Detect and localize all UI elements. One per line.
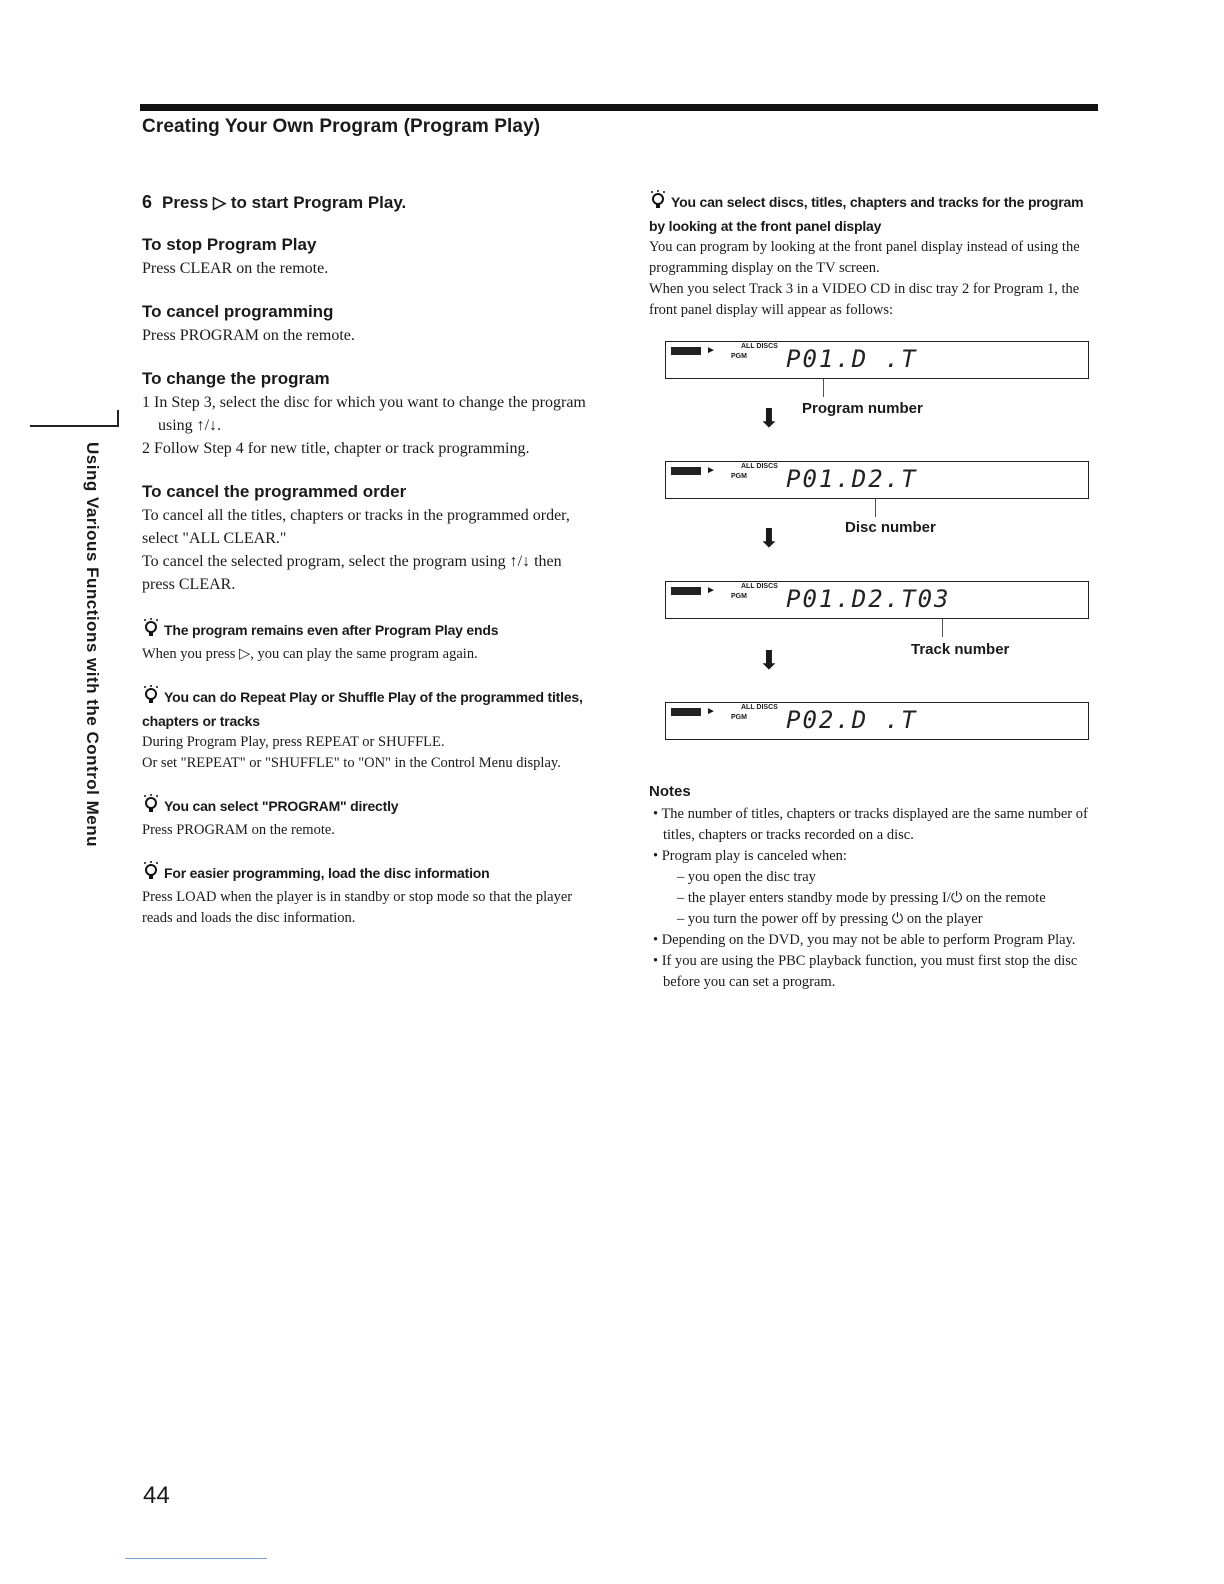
pgm-label: PGM xyxy=(731,473,747,480)
tip-body: Press PROGRAM on the remote. xyxy=(142,822,335,838)
front-panel-display xyxy=(665,461,1089,499)
pgm-label: PGM xyxy=(731,593,747,600)
segment-readout: P01.D2.T03 xyxy=(786,585,951,613)
tip-load-disc-info xyxy=(142,861,592,929)
tip-body: During Program Play, press REPEAT or SHUFFLE. xyxy=(142,734,445,750)
step-number: 6 xyxy=(142,192,153,212)
tip-body-2: When you select Track 3 in a VIDEO CD in disc tray 2 for Program 1, the front panel display will appear as follows: xyxy=(649,281,1080,318)
right-column xyxy=(649,190,1099,341)
list-item: – the player enters standby mode by pressing I/⏻ on the remote xyxy=(677,888,1099,909)
step-text: Press ▷ to start Program Play. xyxy=(162,193,407,212)
play-indicator-icon: ► xyxy=(706,706,716,717)
segment-readout: P01.D .T xyxy=(786,345,918,373)
disc-number-label: Disc number xyxy=(845,519,936,536)
tip-front-panel xyxy=(649,190,1099,321)
arrow-down-icon: ⬇ xyxy=(758,404,780,434)
segment-readout: P02.D .T xyxy=(786,706,918,734)
tip-title: For easier programming, load the disc information xyxy=(164,865,490,881)
arrow-down-icon: ⬇ xyxy=(758,524,780,554)
page-number: 44 xyxy=(143,1482,170,1509)
tip-body-2: Or set "REPEAT" or "SHUFFLE" to "ON" in the Control Menu display. xyxy=(142,755,561,771)
tip-title: You can select "PROGRAM" directly xyxy=(164,798,399,814)
change-program-heading: To change the program xyxy=(142,369,330,388)
left-column xyxy=(142,190,592,949)
play-indicator-icon: ► xyxy=(706,345,716,356)
tip-title: You can select discs, titles, chapters and tracks for the program by looking at the front panel display xyxy=(649,194,1084,234)
sub-list xyxy=(663,867,1099,930)
change-program-steps xyxy=(142,391,592,460)
list-item: – you turn the power off by pressing ⏻ on the player xyxy=(677,909,1099,930)
tip-repeat-shuffle xyxy=(142,685,592,774)
tip-body: You can program by looking at the front panel display instead of using the programming display on the TV screen. xyxy=(649,239,1080,276)
cancel-order-body-1: To cancel all the titles, chapters or tracks in the programmed order, select "ALL CLEAR." xyxy=(142,507,570,547)
section-tab: Using Various Functions with the Control Menu xyxy=(83,442,102,847)
segment-readout: P01.D2.T xyxy=(786,465,918,493)
footer-rule xyxy=(125,1558,267,1559)
lightbulb-icon xyxy=(142,685,160,711)
play-indicator-icon: ► xyxy=(706,585,716,596)
list-item xyxy=(649,846,1099,930)
all-discs-label: ALL DISCS xyxy=(741,583,778,590)
pgm-label: PGM xyxy=(731,714,747,721)
play-indicator-icon: ► xyxy=(706,465,716,476)
lightbulb-icon xyxy=(142,861,160,887)
tip-program-direct xyxy=(142,794,592,841)
lightbulb-icon xyxy=(142,618,160,644)
indicator-block xyxy=(671,708,701,716)
sidebar-tick xyxy=(117,410,119,427)
stop-heading: To stop Program Play xyxy=(142,235,317,254)
front-panel-display xyxy=(665,581,1089,619)
notes-heading: Notes xyxy=(649,783,691,800)
leader-line xyxy=(942,619,943,637)
pgm-label: PGM xyxy=(731,353,747,360)
list-item: 1 In Step 3, select the disc for which you want to change the program using ↑/↓. xyxy=(142,394,586,434)
cancel-order-heading: To cancel the programmed order xyxy=(142,482,407,501)
note-text: Program play is canceled when: xyxy=(661,848,847,864)
front-panel-display xyxy=(665,702,1089,740)
sidebar-rule xyxy=(30,425,118,427)
cancel-order-body-2: To cancel the selected program, select the program using ↑/↓ then press CLEAR. xyxy=(142,553,562,593)
arrow-down-icon: ⬇ xyxy=(758,646,780,676)
list-item: • If you are using the PBC playback function, you must first stop the disc before you can set a program. xyxy=(649,951,1099,993)
all-discs-label: ALL DISCS xyxy=(741,704,778,711)
cancel-programming-heading: To cancel programming xyxy=(142,302,334,321)
cancel-programming-body: Press PROGRAM on the remote. xyxy=(142,327,355,344)
tip-title: You can do Repeat Play or Shuffle Play of the programmed titles, chapters or tracks xyxy=(142,689,583,729)
list-item: • Depending on the DVD, you may not be able to perform Program Play. xyxy=(649,930,1099,951)
list-item: – you open the disc tray xyxy=(677,867,1099,888)
leader-line xyxy=(875,499,876,517)
step-6 xyxy=(142,192,592,213)
tip-body: Press LOAD when the player is in standby or stop mode so that the player reads and loads the disc information. xyxy=(142,889,573,926)
front-panel-display xyxy=(665,341,1089,379)
header-rule xyxy=(140,104,1098,111)
indicator-block xyxy=(671,587,701,595)
tip-body: When you press ▷, you can play the same program again. xyxy=(142,646,478,662)
tip-program-remains xyxy=(142,618,592,665)
track-number-label: Track number xyxy=(911,641,1010,658)
indicator-block xyxy=(671,347,701,355)
indicator-block xyxy=(671,467,701,475)
stop-body: Press CLEAR on the remote. xyxy=(142,260,329,277)
program-number-label: Program number xyxy=(802,400,923,417)
lightbulb-icon xyxy=(142,794,160,820)
list-item: • The number of titles, chapters or tracks displayed are the same number of titles, chapters or tracks recorded on a disc. xyxy=(649,804,1099,846)
notes-list xyxy=(649,804,1099,993)
list-item: 2 Follow Step 4 for new title, chapter or track programming. xyxy=(142,440,530,457)
page-title: Creating Your Own Program (Program Play) xyxy=(142,116,541,137)
all-discs-label: ALL DISCS xyxy=(741,343,778,350)
all-discs-label: ALL DISCS xyxy=(741,463,778,470)
lightbulb-icon xyxy=(649,190,667,216)
tip-title: The program remains even after Program Play ends xyxy=(164,622,499,638)
leader-line xyxy=(823,379,824,397)
